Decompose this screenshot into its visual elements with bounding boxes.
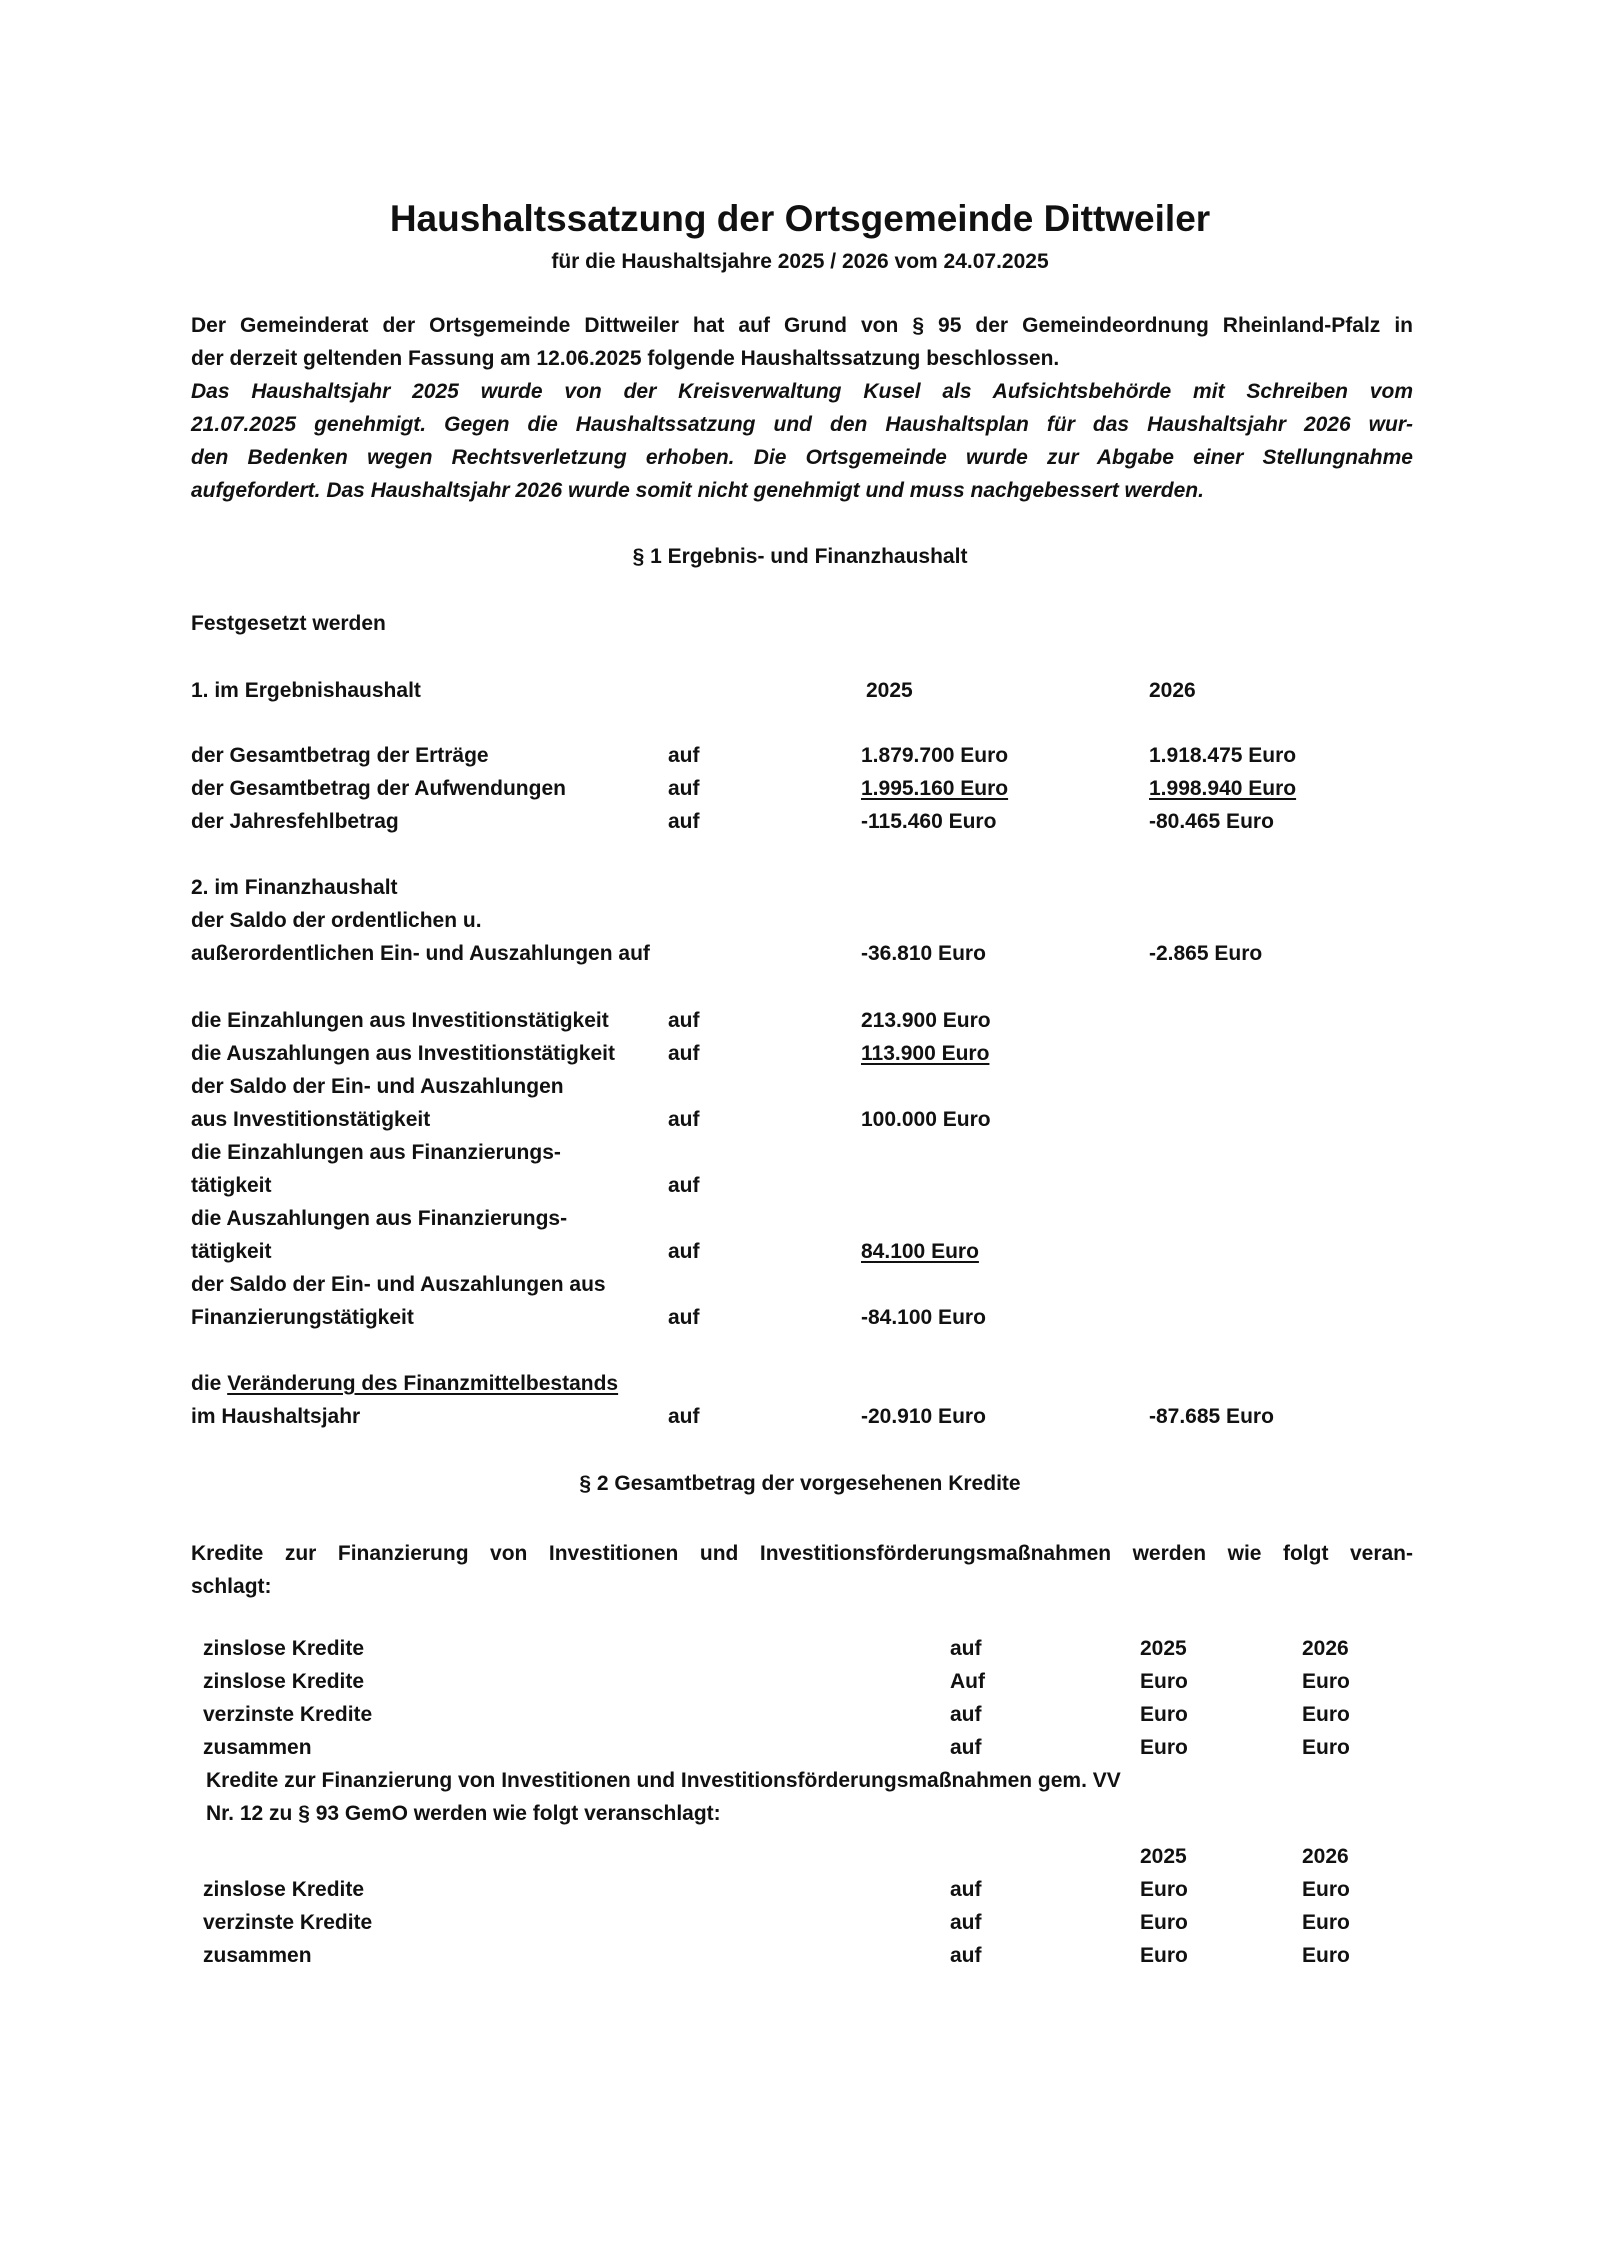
table1-header-auf: auf [950,1637,982,1660]
fin-auszahlungen-2025: 84.100 Euro [861,1240,979,1263]
invest-saldo-auf: auf [668,1108,700,1131]
invest-einzahlungen-2025: 213.900 Euro [861,1009,991,1032]
fin-saldo-2025: -84.100 Euro [861,1306,986,1329]
saldo-ordentlich-2026: -2.865 Euro [1149,942,1263,965]
row-value-2026: -80.465 Euro [1149,810,1274,833]
invest-saldo-2025: 100.000 Euro [861,1108,991,1131]
veraenderung-2026: -87.685 Euro [1149,1405,1274,1428]
fin-auszahlungen-auf: auf [668,1240,700,1263]
table1-header-label: zinslose Kredite [203,1637,365,1660]
table2-row-2025: Euro [1140,1878,1188,1901]
row-value-2025: -115.460 Euro [861,810,997,833]
intro-paragraph [191,309,1413,507]
section2-text2-line: Kredite zur Finanzierung von Investitionen und Investitionsförderungsmaßnahmen gem. VV [206,1769,1121,1792]
fin-auszahlungen-line2: tätigkeit [191,1240,272,1263]
table2-row-auf: auf [950,1878,982,1901]
table2-row-2026: Euro [1302,1878,1350,1901]
veraenderung-line1 [191,1372,618,1396]
fin-einzahlungen-auf: auf [668,1174,700,1197]
section2-paragraph [191,1537,1413,1603]
fin-einzahlungen-line2: tätigkeit [191,1174,272,1197]
table2-row-auf: auf [950,1911,982,1934]
fin-einzahlungen-line1: die Einzahlungen aus Finanzierungs- [191,1141,561,1164]
table1-row-2025: Euro [1140,1736,1188,1759]
row-auf: auf [668,777,700,800]
table1-row-2026: Euro [1302,1736,1350,1759]
table1-row-label: zinslose Kredite [203,1670,365,1693]
table1-row-label: zusammen [203,1736,312,1759]
row-value-2025: 1.879.700 Euro [861,744,1009,767]
table1-header-2025: 2025 [1140,1637,1187,1660]
invest-auszahlungen-2025: 113.900 Euro [861,1042,990,1065]
row-auf: auf [668,810,700,833]
saldo-ordentlich-line1: der Saldo der ordentlichen u. [191,909,482,932]
fin-saldo-line2: Finanzierungstätigkeit [191,1306,414,1329]
row-label: der Gesamtbetrag der Erträge [191,744,489,767]
table1-row-2026: Euro [1302,1670,1350,1693]
table1-row-label: verzinste Kredite [203,1703,373,1726]
invest-saldo-line2: aus Investitionstätigkeit [191,1108,431,1131]
table1-row-auf: auf [950,1736,982,1759]
table2-row-label: verzinste Kredite [203,1911,373,1934]
fin-saldo-auf: auf [668,1306,700,1329]
veraenderung-prefix: die [191,1372,228,1395]
table1-row-auf: auf [950,1703,982,1726]
ergebnis-heading: 1. im Ergebnishaushalt [191,679,421,702]
table1-row-2025: Euro [1140,1703,1188,1726]
saldo-ordentlich-2025: -36.810 Euro [861,942,986,965]
table2-header-2026: 2026 [1302,1845,1349,1868]
note-line: 21.07.2025 genehmigt. Gegen die Haushaltssatzung und den Haushaltsplan für das Haushaltsjahr 2026 wur- [191,413,1413,436]
veraenderung-line2: im Haushaltsjahr [191,1405,361,1428]
invest-saldo-line1: der Saldo der Ein- und Auszahlungen [191,1075,564,1098]
section2-text-line: Kredite zur Finanzierung von Investitionen und Investitionsförderungsmaßnahmen werden wie folgt veran- [191,1542,1413,1565]
year-2025-header: 2025 [866,679,913,702]
table2-row-label: zusammen [203,1944,312,1967]
section2-text-line: schlagt: [191,1575,272,1598]
invest-auszahlungen-auf: auf [668,1042,700,1065]
row-auf: auf [668,744,700,767]
note-line: Das Haushaltsjahr 2025 wurde von der Kreisverwaltung Kusel als Aufsichtsbehörde mit Schreiben vom [191,380,1413,403]
festgesetzt-text: Festgesetzt werden [191,612,386,635]
note-line: aufgefordert. Das Haushaltsjahr 2026 wurde somit nicht genehmigt und muss nachgebessert werden. [191,479,1204,502]
table2-header-2025: 2025 [1140,1845,1187,1868]
section2-heading: § 2 Gesamtbetrag der vorgesehenen Kredite [579,1472,1021,1495]
invest-einzahlungen-auf: auf [668,1009,700,1032]
row-label: der Gesamtbetrag der Aufwendungen [191,777,566,800]
table2-row-2025: Euro [1140,1911,1188,1934]
row-value-2025: 1.995.160 Euro [861,777,1009,800]
table2-row-auf: auf [950,1944,982,1967]
fin-auszahlungen-line1: die Auszahlungen aus Finanzierungs- [191,1207,568,1230]
section2-text2-line: Nr. 12 zu § 93 GemO werden wie folgt veranschlagt: [206,1802,721,1825]
row-value-2026: 1.998.940 Euro [1149,777,1297,800]
row-value-2026: 1.918.475 Euro [1149,744,1297,767]
note-line: den Bedenken wegen Rechtsverletzung erhoben. Die Ortsgemeinde wurde zur Abgabe einer Stellungnahme [191,446,1413,469]
section1-heading: § 1 Ergebnis- und Finanzhaushalt [632,545,968,568]
fin-saldo-line1: der Saldo der Ein- und Auszahlungen aus [191,1273,606,1296]
veraenderung-auf: auf [668,1405,700,1428]
invest-auszahlungen-label: die Auszahlungen aus Investitionstätigkeit [191,1042,615,1065]
row-label: der Jahresfehlbetrag [191,810,399,833]
table2-row-2025: Euro [1140,1944,1188,1967]
finanz-heading: 2. im Finanzhaushalt [191,876,398,899]
table1-row-2026: Euro [1302,1703,1350,1726]
intro-line: Der Gemeinderat der Ortsgemeinde Dittweiler hat auf Grund von § 95 der Gemeindeordnung Rheinland-Pfalz in [191,314,1413,337]
document-subtitle: für die Haushaltsjahre 2025 / 2026 vom 24.07.2025 [551,250,1049,273]
invest-einzahlungen-label: die Einzahlungen aus Investitionstätigkeit [191,1009,609,1032]
table2-row-label: zinslose Kredite [203,1878,365,1901]
table2-row-2026: Euro [1302,1944,1350,1967]
year-2026-header: 2026 [1149,679,1196,702]
saldo-ordentlich-line2: außerordentlichen Ein- und Auszahlungen auf [191,942,650,965]
intro-line: der derzeit geltenden Fassung am 12.06.2025 folgende Haushaltssatzung beschlossen. [191,347,1060,370]
veraenderung-2025: -20.910 Euro [861,1405,986,1428]
veraenderung-underlined: Veränderung des Finanzmittelbestands [227,1372,619,1395]
table1-row-2025: Euro [1140,1670,1188,1693]
document-title: Haushaltssatzung der Ortsgemeinde Dittweiler [389,198,1211,239]
table2-row-2026: Euro [1302,1911,1350,1934]
table1-header-2026: 2026 [1302,1637,1349,1660]
table1-row-auf: Auf [950,1670,985,1693]
